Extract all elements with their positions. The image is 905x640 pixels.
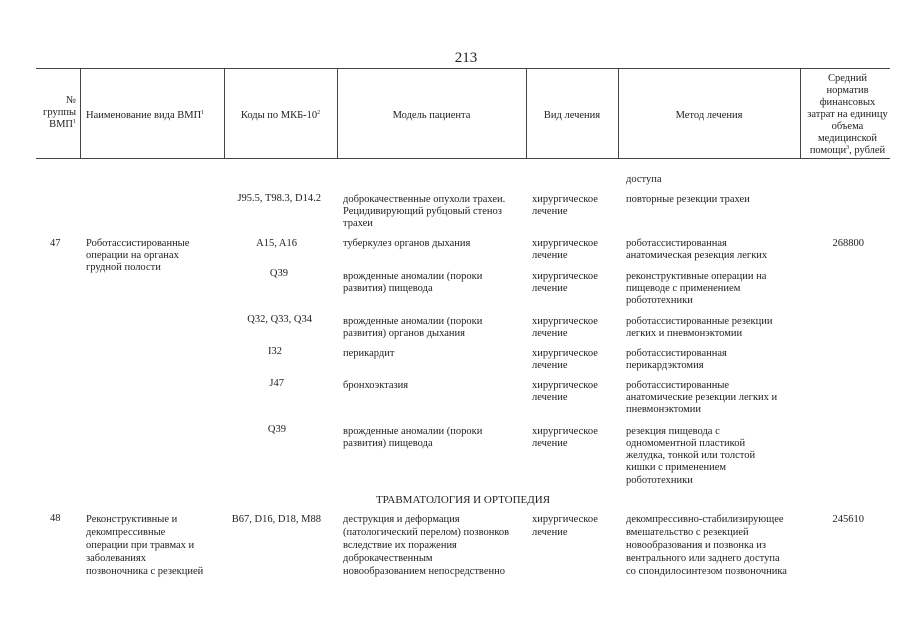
type-cell: хирургическое xyxy=(532,514,598,525)
method-cell: желудка, тонкой или толстой xyxy=(626,450,756,461)
model-cell: врожденные аномалии (пороки xyxy=(343,316,483,327)
header-text: № xyxy=(65,95,76,106)
type-cell: лечение xyxy=(532,392,568,403)
codes-cell: J47 xyxy=(269,378,284,389)
model-cell: (патологический перелом) позвонков xyxy=(343,527,510,538)
type-cell: лечение xyxy=(532,250,568,261)
header-top-rule xyxy=(36,68,890,69)
header-text: группы xyxy=(43,107,76,118)
model-cell: туберкулез органов дыхания xyxy=(343,238,471,249)
method-cell: со спондилосинтезом позвоночника xyxy=(626,566,787,577)
header-treatment-type: Вид лечения xyxy=(543,110,601,121)
method-cell: резекция пищевода с xyxy=(626,426,720,437)
vmp-name: грудной полости xyxy=(86,262,161,273)
codes-cell: I32 xyxy=(268,346,282,357)
page-number: 213 xyxy=(454,50,478,66)
method-cell: робототехники xyxy=(626,295,693,306)
type-cell: хирургическое xyxy=(532,348,598,359)
type-cell: лечение xyxy=(532,206,568,217)
method-cell: легких и пневмонэктомии xyxy=(626,328,743,339)
header-bottom-rule xyxy=(36,158,890,159)
vmp-name: Реконструктивные и xyxy=(86,514,178,525)
type-cell: хирургическое xyxy=(532,194,598,205)
header-vmp-name: Наименование вида ВМП$^1$ xyxy=(86,110,205,121)
vmp-name: декомпрессивные xyxy=(86,527,166,538)
header-text: объема xyxy=(831,121,864,132)
method-cell: роботассистированные резекции xyxy=(626,316,773,327)
header-text: медицинской xyxy=(817,133,878,144)
model-cell: вследствие их поражения xyxy=(343,540,457,551)
method-cell: повторные резекции трахеи xyxy=(626,194,750,205)
header-treatment-method: Метод лечения xyxy=(675,110,743,121)
method-cell: пищеводе с применением xyxy=(626,283,741,294)
type-cell: хирургическое xyxy=(532,380,598,391)
model-cell: доброкачественным xyxy=(343,553,433,564)
method-cell: кишки с применением xyxy=(626,462,727,473)
vmp-name: заболеваниях xyxy=(86,553,146,564)
model-cell: бронхоэктазия xyxy=(343,380,409,391)
method-cell: роботассистированные xyxy=(626,380,730,391)
vmp-name: операции на органах xyxy=(86,250,179,261)
method-cell: роботассистированная xyxy=(626,238,727,249)
model-cell: доброкачественные опухоли трахеи. xyxy=(343,194,506,205)
model-cell: Рецидивирующий рубцовый стеноз xyxy=(343,206,502,217)
model-cell: трахеи xyxy=(343,218,373,229)
method-cell: вентрального или заднего доступа xyxy=(626,553,780,564)
method-cell: реконструктивные операции на xyxy=(626,271,767,282)
header-text: ВМП$^1$ xyxy=(49,119,76,130)
type-cell: хирургическое xyxy=(532,271,598,282)
method-cell: робототехники xyxy=(626,475,693,486)
method-cell: пневмонэктомии xyxy=(626,404,702,415)
header-patient-model: Модель пациента xyxy=(392,110,471,121)
model-cell: врожденные аномалии (пороки xyxy=(343,426,483,437)
type-cell: лечение xyxy=(532,283,568,294)
vmp-name: Роботассистированные xyxy=(86,238,190,249)
method-cell: новообразования и позвонка из xyxy=(626,540,767,551)
type-cell: лечение xyxy=(532,360,568,371)
header-icd-codes: Коды по МКБ-$10^2$ xyxy=(240,110,321,121)
codes-cell: Q39 xyxy=(269,268,288,279)
type-cell: хирургическое xyxy=(532,238,598,249)
header-text: помощи$^3$, рублей xyxy=(809,145,886,156)
model-cell: развития) пищевода xyxy=(343,283,433,294)
header-text: финансовых xyxy=(819,97,876,108)
type-cell: лечение xyxy=(532,527,568,538)
group-number: 48 xyxy=(50,513,61,524)
model-cell: развития) органов дыхания xyxy=(343,328,465,339)
model-cell: перикардит xyxy=(343,348,395,359)
codes-cell: Q32, Q33, Q34 xyxy=(247,314,312,325)
codes-cell: Q39 xyxy=(267,424,286,435)
cost-value: 245610 xyxy=(832,514,864,525)
codes-cell: A15, A16 xyxy=(256,238,297,249)
method-cell: перикардэктомия xyxy=(626,360,704,371)
model-cell: развития) пищевода xyxy=(343,438,433,449)
type-cell: хирургическое xyxy=(532,426,598,437)
header-text: Средний xyxy=(828,73,867,84)
codes-cell: J95.5, T98.3, D14.2 xyxy=(237,193,321,204)
method-cell: одномоментной пластикой xyxy=(626,438,746,449)
cost-value: 268800 xyxy=(832,238,864,249)
method-cell: вмешательство с резекцией xyxy=(626,527,749,538)
model-cell: новообразованием непосредственно xyxy=(343,566,505,577)
column-divider xyxy=(80,68,81,158)
method-cell: роботассистированная xyxy=(626,348,727,359)
section-title: ТРАВМАТОЛОГИЯ И ОРТОПЕДИЯ xyxy=(375,494,551,506)
header-text: затрат на единицу xyxy=(807,109,888,120)
method-cell: анатомические резекции легких и xyxy=(626,392,778,403)
type-cell: лечение xyxy=(532,438,568,449)
vmp-name: операции при травмах и xyxy=(86,540,195,551)
vmp-name: позвоночника с резекцией xyxy=(86,566,204,577)
codes-cell: B67, D16, D18, M88 xyxy=(231,514,321,525)
model-cell: деструкция и деформация xyxy=(343,514,460,525)
method-cell: анатомическая резекция легких xyxy=(626,250,768,261)
type-cell: лечение xyxy=(532,328,568,339)
method-cell: доступа xyxy=(626,174,662,185)
header-text: норматив xyxy=(826,85,869,96)
group-number: 47 xyxy=(50,238,61,249)
model-cell: врожденные аномалии (пороки xyxy=(343,271,483,282)
type-cell: хирургическое xyxy=(532,316,598,327)
method-cell: декомпрессивно-стабилизирующее xyxy=(626,514,784,525)
